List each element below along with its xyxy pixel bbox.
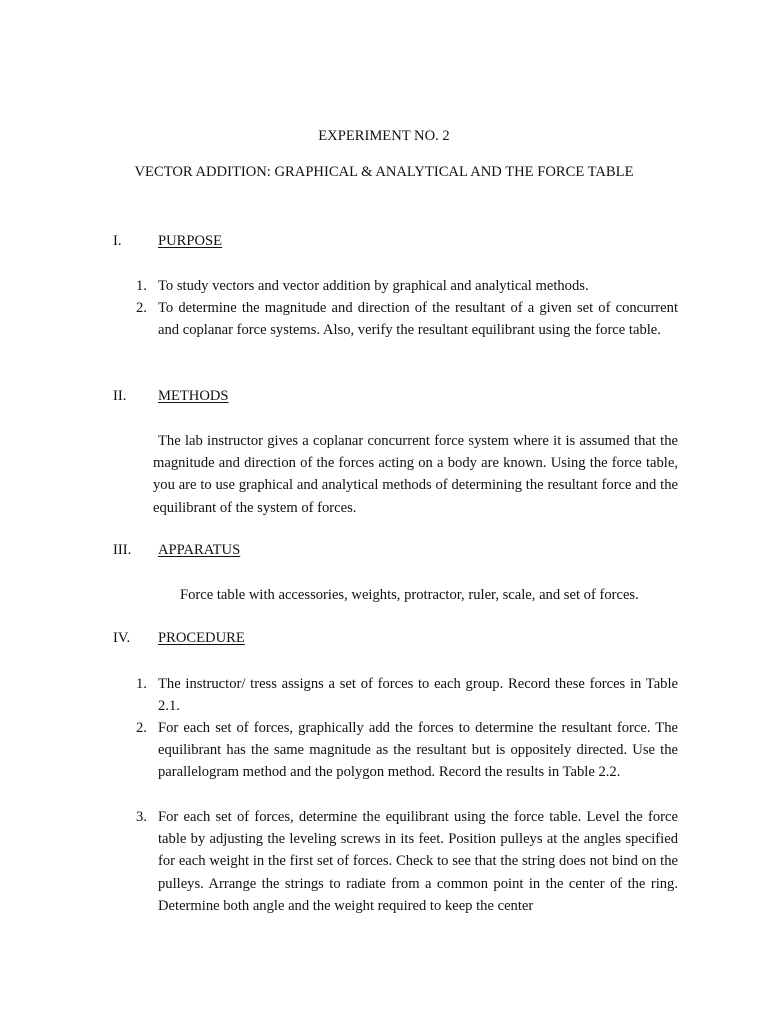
procedure-item-text: The instructor/ tress assigns a set of forces to each group. Record these forces in Table 2.1. <box>158 676 678 715</box>
purpose-item-text: To study vectors and vector addition by graphical and analytical methods. <box>158 278 589 294</box>
experiment-subtitle: VECTOR ADDITION: GRAPHICAL & ANALYTICAL AND THE FORCE TABLE <box>134 164 634 180</box>
purpose-item-number: 2. <box>136 300 147 316</box>
section-heading-purpose: PURPOSE <box>158 233 223 249</box>
procedure-list-item <box>136 673 678 717</box>
section-number-apparatus: III. <box>113 542 132 558</box>
experiment-title: EXPERIMENT NO. 2 <box>318 128 450 144</box>
methods-paragraph: The lab instructor gives a coplanar concurrent force system where it is assumed that the magnitude and direction of the forces acting on a body are known. Using the force table, you are to use graphical and analytical methods of determining the resultant force and the equilibrant of the system of forces. <box>153 433 678 516</box>
procedure-item-number: 3. <box>136 809 147 825</box>
section-heading-apparatus: APPARATUS <box>158 542 241 558</box>
procedure-item-text: For each set of forces, graphically add the forces to determine the resultant force. The equilibrant has the same magnitude as the resultant but is oppositely directed. Use the parallelogram method and the polygon method. Record the results in Table 2.2. <box>158 720 678 781</box>
procedure-item-number: 2. <box>136 720 147 736</box>
purpose-item-text: To determine the magnitude and direction of the resultant of a given set of concurrent and coplanar force systems. Also, verify the resultant equilibrant using the force table. <box>158 300 678 339</box>
procedure-list-item <box>136 717 678 784</box>
section-number-procedure: IV. <box>113 630 131 646</box>
section-number-methods: II. <box>113 388 127 404</box>
section-number-purpose: I. <box>113 233 122 249</box>
purpose-item-number: 1. <box>136 278 147 294</box>
purpose-list-item <box>136 297 678 341</box>
section-heading-procedure: PROCEDURE <box>158 630 245 646</box>
apparatus-text: Force table with accessories, weights, protractor, ruler, scale, and set of forces. <box>180 587 639 603</box>
section-heading-methods: METHODS <box>158 388 229 404</box>
procedure-list-item <box>136 806 678 917</box>
purpose-list-item <box>136 275 678 297</box>
procedure-item-text: For each set of forces, determine the equilibrant using the force table. Level the force table by adjusting the leveling screws in its feet. Position pulleys at the angles specified for each weight in the first set of forces. Check to see that the string does not bind on the pulleys. Arrange the strings to radiate from a common point in the center of the ring. Determine both angle and the weight required to keep the center <box>158 809 678 914</box>
procedure-item-number: 1. <box>136 676 147 692</box>
